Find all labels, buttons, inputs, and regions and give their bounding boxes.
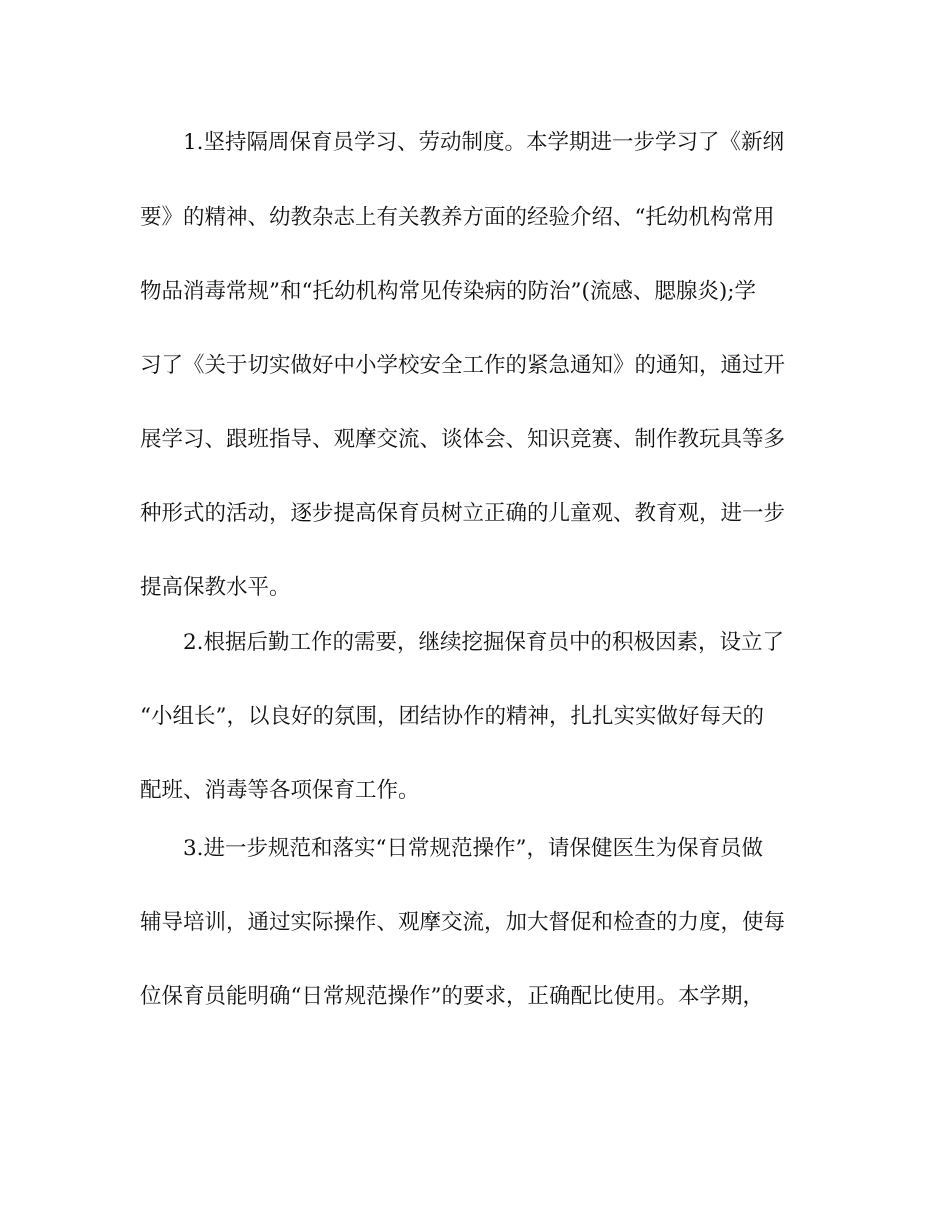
paragraph-line: 习了《关于切实做好中小学校安全工作的紧急通知》的通知，通过开 (140, 353, 786, 378)
paragraph-line: “小组长”，以良好的氛围，团结协作的精神，扎扎实实做好每天的 (140, 704, 764, 729)
paragraph-line: 物品消毒常规”和“托幼机构常见传染病的防治”(流感、腮腺炎);学 (140, 279, 756, 304)
paragraph-line: 1.坚持隔周保育员学习、劳动制度。本学期进一步学习了《新纲 (183, 130, 785, 155)
paragraph-line: 3.进一步规范和落实“日常规范操作”，请保健医生为保育员做 (183, 836, 763, 861)
paragraph-line: 要》的精神、幼教杂志上有关教养方面的经验介绍、“托幼机构常用 (140, 205, 775, 230)
paragraph-line: 提高保教水平。 (140, 575, 291, 600)
paragraph-line: 展学习、跟班指导、观摩交流、谈体会、知识竞赛、制作教玩具等多 (140, 427, 786, 452)
paragraph-line: 辅导培训，通过实际操作、观摩交流，加大督促和检查的力度，使每 (140, 910, 786, 935)
paragraph-line: 2.根据后勤工作的需要，继续挖掘保育员中的积极因素，设立了 (183, 630, 785, 655)
paragraph-line: 种形式的活动，逐步提高保育员树立正确的儿童观、教育观，进一步 (140, 501, 786, 526)
paragraph-line: 配班、消毒等各项保育工作。 (140, 778, 420, 803)
paragraph-line: 位保育员能明确“日常规范操作”的要求，正确配比使用。本学期， (140, 984, 764, 1009)
